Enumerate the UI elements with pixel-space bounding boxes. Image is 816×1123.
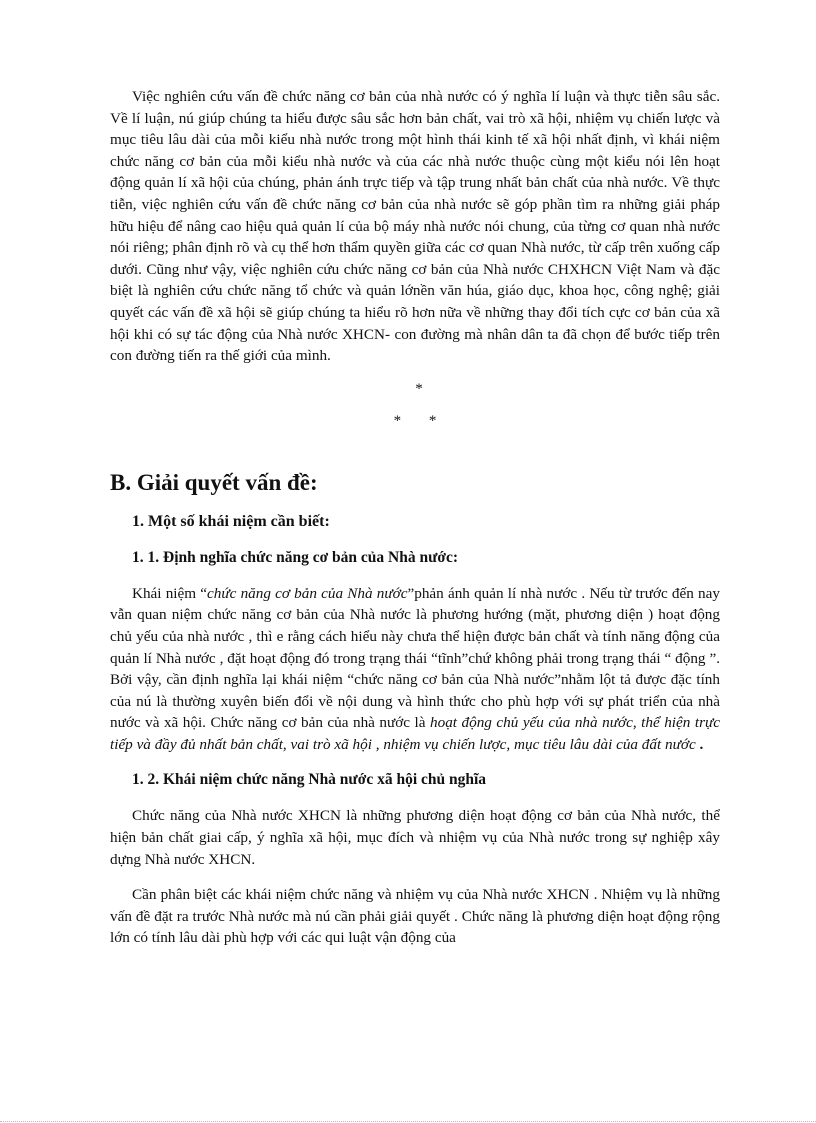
document-page [110, 86, 720, 949]
subsection-1-1-heading: 1. 1. Định nghĩa chức năng cơ bản của Nhà nước: [132, 548, 459, 566]
subsection-1-2-heading: 1. 2. Khái niệm chức năng Nhà nước xã hội chủ nghĩa [132, 771, 487, 789]
section-b-heading: B. Giải quyết vấn đề: [110, 469, 318, 495]
definition-term: chức năng cơ bản của Nhà nước [207, 584, 408, 602]
function-vs-task-paragraph: Cần phân biệt các khái niệm chức năng và nhiệm vụ của Nhà nước XHCN . Nhiệm vụ là những vấn đề đặt ra trước Nhà nước mà nú cần phải giải quyết . Chức năng là phương diện hoạt động rộng lớn có tính lâu dài phù hợp với các qui luật vận động của [110, 886, 720, 947]
definition-paragraph [110, 583, 720, 756]
xhcn-function-paragraph: Chức năng của Nhà nước XHCN là những phương diện hoạt động cơ bản của Nhà nước, thể hiện bản chất giai cấp, ý nghĩa xã hội, mục đích và nhiệm vụ của Nhà nước trong sự nghiệp xây dựng Nhà nước XHCN. [110, 807, 720, 868]
page-bottom-rule [0, 1121, 816, 1122]
subsection-1-heading: 1. Một số khái niệm cần biết: [132, 512, 330, 530]
definition-italic: hoạt động chủ yếu của nhà nước, thể hiện trực tiếp và đầy đủ nhất bản chất, vai trò xã hội , nhiệm vụ chiến lược, mục tiêu lâu dài của đất nước [110, 714, 721, 753]
definition-middle: ”phản ánh quản lí nhà nước . Nếu từ trước đến nay vẫn quan niệm chức năng cơ bản của Nhà nước là phương hướng (mặt, phương diện ) hoạt động chủ yếu của nhà nước , thì e rằng cách hiểu này chưa thể hiện được bản chất và tính năng động của quản lí Nhà nước , đặt hoạt động đó trong trạng thái “tĩnh”chứ không phải trong trạng thái “ động ”. Bởi vậy, cần định nghĩa lại khái niệm “chức năng cơ bản của Nhà nước”nhằm lột tả được đặc tính của nú là thường xuyên biến đổi về nội dung và hình thức cho phù hợp với sự phát triển của nhà nước và xã hội. Chức năng cơ bản của nhà nước là [110, 584, 720, 732]
separator-star-top: * [415, 380, 423, 397]
intro-paragraph: Việc nghiên cứu vấn đề chức năng cơ bản của nhà nước có ý nghĩa lí luận và thực tiễn sâu sắc. Về lí luận, nú giúp chúng ta hiểu được sâu sắc hơn bản chất, vai trò xã hội, nhiệm vụ chiến lược và mục tiêu lâu dài của mỗi kiểu nhà nước trong một hình thái kinh tế xã hội nhất định, vì khái niệm chức năng cơ bản của mỗi kiểu nhà nước và của các nhà nước thuộc cùng một kiểu nói lên hoạt động quản lí xã hội của chúng, phản ánh trực tiếp và tập trung nhất bản chất của nhà nước. Về thực tiễn, việc nghiên cứu vấn đề chức năng cơ bản của nhà nước sẽ góp phần tìm ra những giải pháp hữu hiệu để nâng cao hiệu quả quản lí của bộ máy nhà nước nói chung, của từng cơ quan nhà nước nói riêng; phân định rõ và cụ thể hơn thẩm quyền giữa các cơ quan Nhà nước, từ cấp trên xuống cấp dưới. Cũng như vậy, việc nghiên cứu chức năng cơ bản của Nhà nước CHXHCN Việt Nam và đặc biệt là nghiên cứu chức năng tổ chức và quản lớnền văn húa, giáo dục, khoa học, công nghệ; giải quyết các vấn đề xã hội sẽ giúp chúng ta hiểu rõ hơn nữa về những thay đổi tích cực cơ bản của xã hội khi có sự tác động của Nhà nước XHCN- con đường mà nhân dân ta đã chọn để bước tiếp trên con đường tiến ra thế giới của mình. [110, 88, 720, 365]
definition-start: Khái niệm “ [132, 584, 208, 602]
separator-stars-bottom: * * [393, 412, 437, 429]
definition-end: . [695, 735, 704, 753]
